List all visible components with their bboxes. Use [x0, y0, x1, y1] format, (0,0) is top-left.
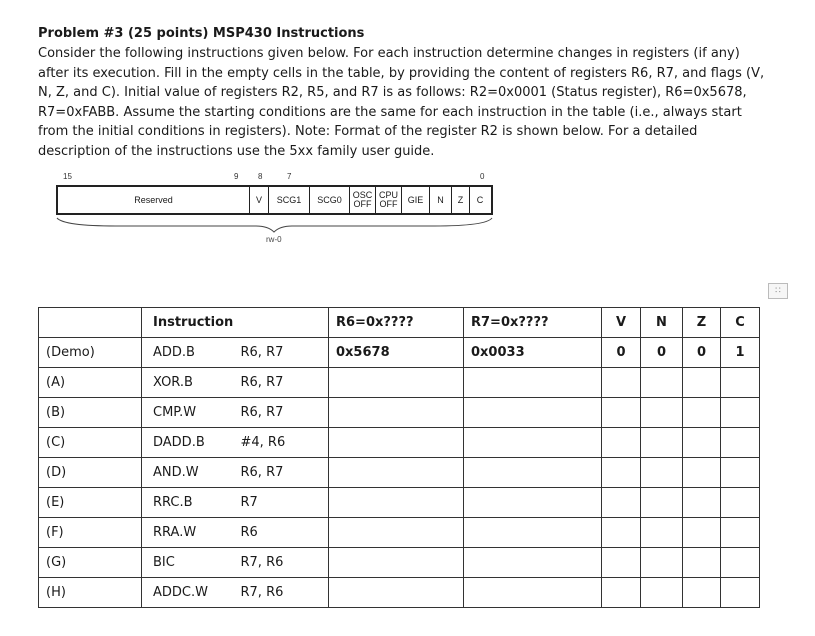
header-r7: R7=0x???? [464, 308, 602, 338]
flag-n-cell[interactable] [641, 398, 683, 428]
description-line: Consider the following instructions given below. For each instruction determine changes in registers (if any) [38, 46, 740, 61]
flag-c-cell[interactable] [721, 488, 760, 518]
flag-n-cell[interactable] [641, 488, 683, 518]
header-v: V [602, 308, 641, 338]
instruction-operands: R6 [234, 518, 329, 548]
r6-value-cell[interactable] [329, 518, 464, 548]
row-label: (C) [39, 428, 142, 458]
field-n: N [430, 187, 452, 213]
description-line: from the initial conditions in registers). Note: Format of the register R2 is shown below. For a detailed [38, 124, 698, 140]
r7-value-cell[interactable] [464, 458, 602, 488]
row-label: (G) [39, 548, 142, 578]
flag-z-cell[interactable] [683, 578, 721, 608]
instruction-table [38, 307, 760, 608]
flag-v-cell[interactable] [602, 548, 641, 578]
r7-value-cell[interactable] [464, 398, 602, 428]
table-row [39, 338, 760, 368]
flag-z-cell[interactable] [683, 428, 721, 458]
r7-value-cell[interactable] [464, 518, 602, 548]
flag-c-cell[interactable] [721, 518, 760, 548]
flag-z-cell[interactable] [683, 398, 721, 428]
flag-z-cell[interactable] [683, 368, 721, 398]
field-scg1: SCG1 [269, 187, 310, 213]
row-label: (F) [39, 518, 142, 548]
field-z: Z [452, 187, 470, 213]
header-n: N [641, 308, 683, 338]
instruction-opcode: XOR.B [142, 368, 234, 398]
flag-n-cell[interactable] [641, 548, 683, 578]
field-scg0: SCG0 [310, 187, 350, 213]
flag-v-cell[interactable] [602, 518, 641, 548]
status-register-box [56, 185, 493, 215]
table-row [39, 578, 760, 608]
bit-label-8: 8 [258, 172, 263, 181]
drag-handle-icon[interactable]: ∷ [768, 283, 788, 299]
flag-v-cell[interactable] [602, 578, 641, 608]
instruction-opcode: RRA.W [142, 518, 234, 548]
instruction-opcode: RRC.B [142, 488, 234, 518]
flag-v-cell[interactable] [602, 488, 641, 518]
row-label: (A) [39, 368, 142, 398]
r6-value-cell[interactable] [329, 398, 464, 428]
instruction-operands: R6, R7 [234, 398, 329, 428]
flag-c-cell[interactable] [721, 548, 760, 578]
table-row [39, 398, 760, 428]
instruction-opcode: ADD.B [142, 338, 234, 368]
row-label: (B) [39, 398, 142, 428]
flag-z-cell[interactable] [683, 518, 721, 548]
flag-c-cell[interactable] [721, 428, 760, 458]
description-line: N, Z, and C). Initial value of registers R2, R5, and R7 is as follows: R2=0x0001 (Status register), R6=0x5678, [38, 85, 747, 101]
r7-value-cell[interactable] [464, 548, 602, 578]
instruction-opcode: AND.W [142, 458, 234, 488]
instruction-opcode: CMP.W [142, 398, 234, 428]
r7-value-cell[interactable]: 0x0033 [464, 338, 602, 368]
flag-z-cell[interactable] [683, 458, 721, 488]
flag-c-cell[interactable] [721, 458, 760, 488]
bit-label-7: 7 [287, 172, 292, 181]
flag-v-cell[interactable]: 0 [602, 338, 641, 368]
flag-n-cell[interactable] [641, 518, 683, 548]
r7-value-cell[interactable] [464, 368, 602, 398]
access-label: rw-0 [266, 235, 282, 244]
problem-title: Problem #3 (25 points) MSP430 Instructions [38, 26, 365, 41]
r6-value-cell[interactable] [329, 488, 464, 518]
bit-label-0: 0 [480, 172, 485, 181]
description-line: R7=0xFABB. Assume the starting conditions are the same for each instruction in the table (i.e., always start [38, 104, 742, 120]
instruction-operands: R7 [234, 488, 329, 518]
r6-value-cell[interactable] [329, 578, 464, 608]
r6-value-cell[interactable] [329, 548, 464, 578]
row-label: (H) [39, 578, 142, 608]
table-header-row [39, 308, 760, 338]
flag-v-cell[interactable] [602, 458, 641, 488]
field-v: V [250, 187, 269, 213]
r7-value-cell[interactable] [464, 428, 602, 458]
r6-value-cell[interactable] [329, 428, 464, 458]
r7-value-cell[interactable] [464, 488, 602, 518]
flag-z-cell[interactable] [683, 488, 721, 518]
flag-v-cell[interactable] [602, 368, 641, 398]
problem-description [38, 44, 778, 162]
field-cpuoff: CPU OFF [376, 187, 402, 213]
instruction-opcode: BIC [142, 548, 234, 578]
table-row [39, 518, 760, 548]
instruction-operands: R6, R7 [234, 458, 329, 488]
flag-c-cell[interactable] [721, 368, 760, 398]
description-line: after its execution. Fill in the empty cells in the table, by providing the content of registers R6, R7, and flags (V, [38, 65, 765, 81]
flag-c-cell[interactable]: 1 [721, 338, 760, 368]
header-c: C [721, 308, 760, 338]
field-oscoff: OSC OFF [350, 187, 376, 213]
row-label: (Demo) [39, 338, 142, 368]
field-gie: GIE [402, 187, 430, 213]
header-operands [234, 308, 329, 338]
register-brace [56, 216, 493, 234]
flag-n-cell[interactable] [641, 578, 683, 608]
r6-value-cell[interactable] [329, 458, 464, 488]
instruction-opcode: ADDC.W [142, 578, 234, 608]
header-z: Z [683, 308, 721, 338]
flag-c-cell[interactable] [721, 398, 760, 428]
flag-n-cell[interactable] [641, 368, 683, 398]
instruction-operands: R6, R7 [234, 368, 329, 398]
flag-n-cell[interactable] [641, 428, 683, 458]
description-line: description of the instructions use the 5xx family user guide. [38, 143, 435, 159]
flag-v-cell[interactable] [602, 428, 641, 458]
instruction-opcode: DADD.B [142, 428, 234, 458]
r7-value-cell[interactable] [464, 578, 602, 608]
row-label: (D) [39, 458, 142, 488]
flag-n-cell[interactable] [641, 458, 683, 488]
r6-value-cell[interactable]: 0x5678 [329, 338, 464, 368]
header-instruction: Instruction [142, 308, 234, 338]
table-row [39, 488, 760, 518]
row-label: (E) [39, 488, 142, 518]
table-row [39, 548, 760, 578]
header-r6: R6=0x???? [329, 308, 464, 338]
table-row [39, 458, 760, 488]
r6-value-cell[interactable] [329, 368, 464, 398]
header-label [39, 308, 142, 338]
table-row [39, 368, 760, 398]
flag-z-cell[interactable]: 0 [683, 338, 721, 368]
flag-n-cell[interactable]: 0 [641, 338, 683, 368]
table-row [39, 428, 760, 458]
flag-v-cell[interactable] [602, 398, 641, 428]
instruction-operands: R7, R6 [234, 548, 329, 578]
bit-label-15: 15 [63, 172, 72, 181]
flag-z-cell[interactable] [683, 548, 721, 578]
instruction-operands: R6, R7 [234, 338, 329, 368]
flag-c-cell[interactable] [721, 578, 760, 608]
instruction-operands: R7, R6 [234, 578, 329, 608]
bit-label-9: 9 [234, 172, 239, 181]
instruction-operands: #4, R6 [234, 428, 329, 458]
field-c: C [476, 194, 484, 205]
field-reserved: Reserved [58, 187, 250, 213]
